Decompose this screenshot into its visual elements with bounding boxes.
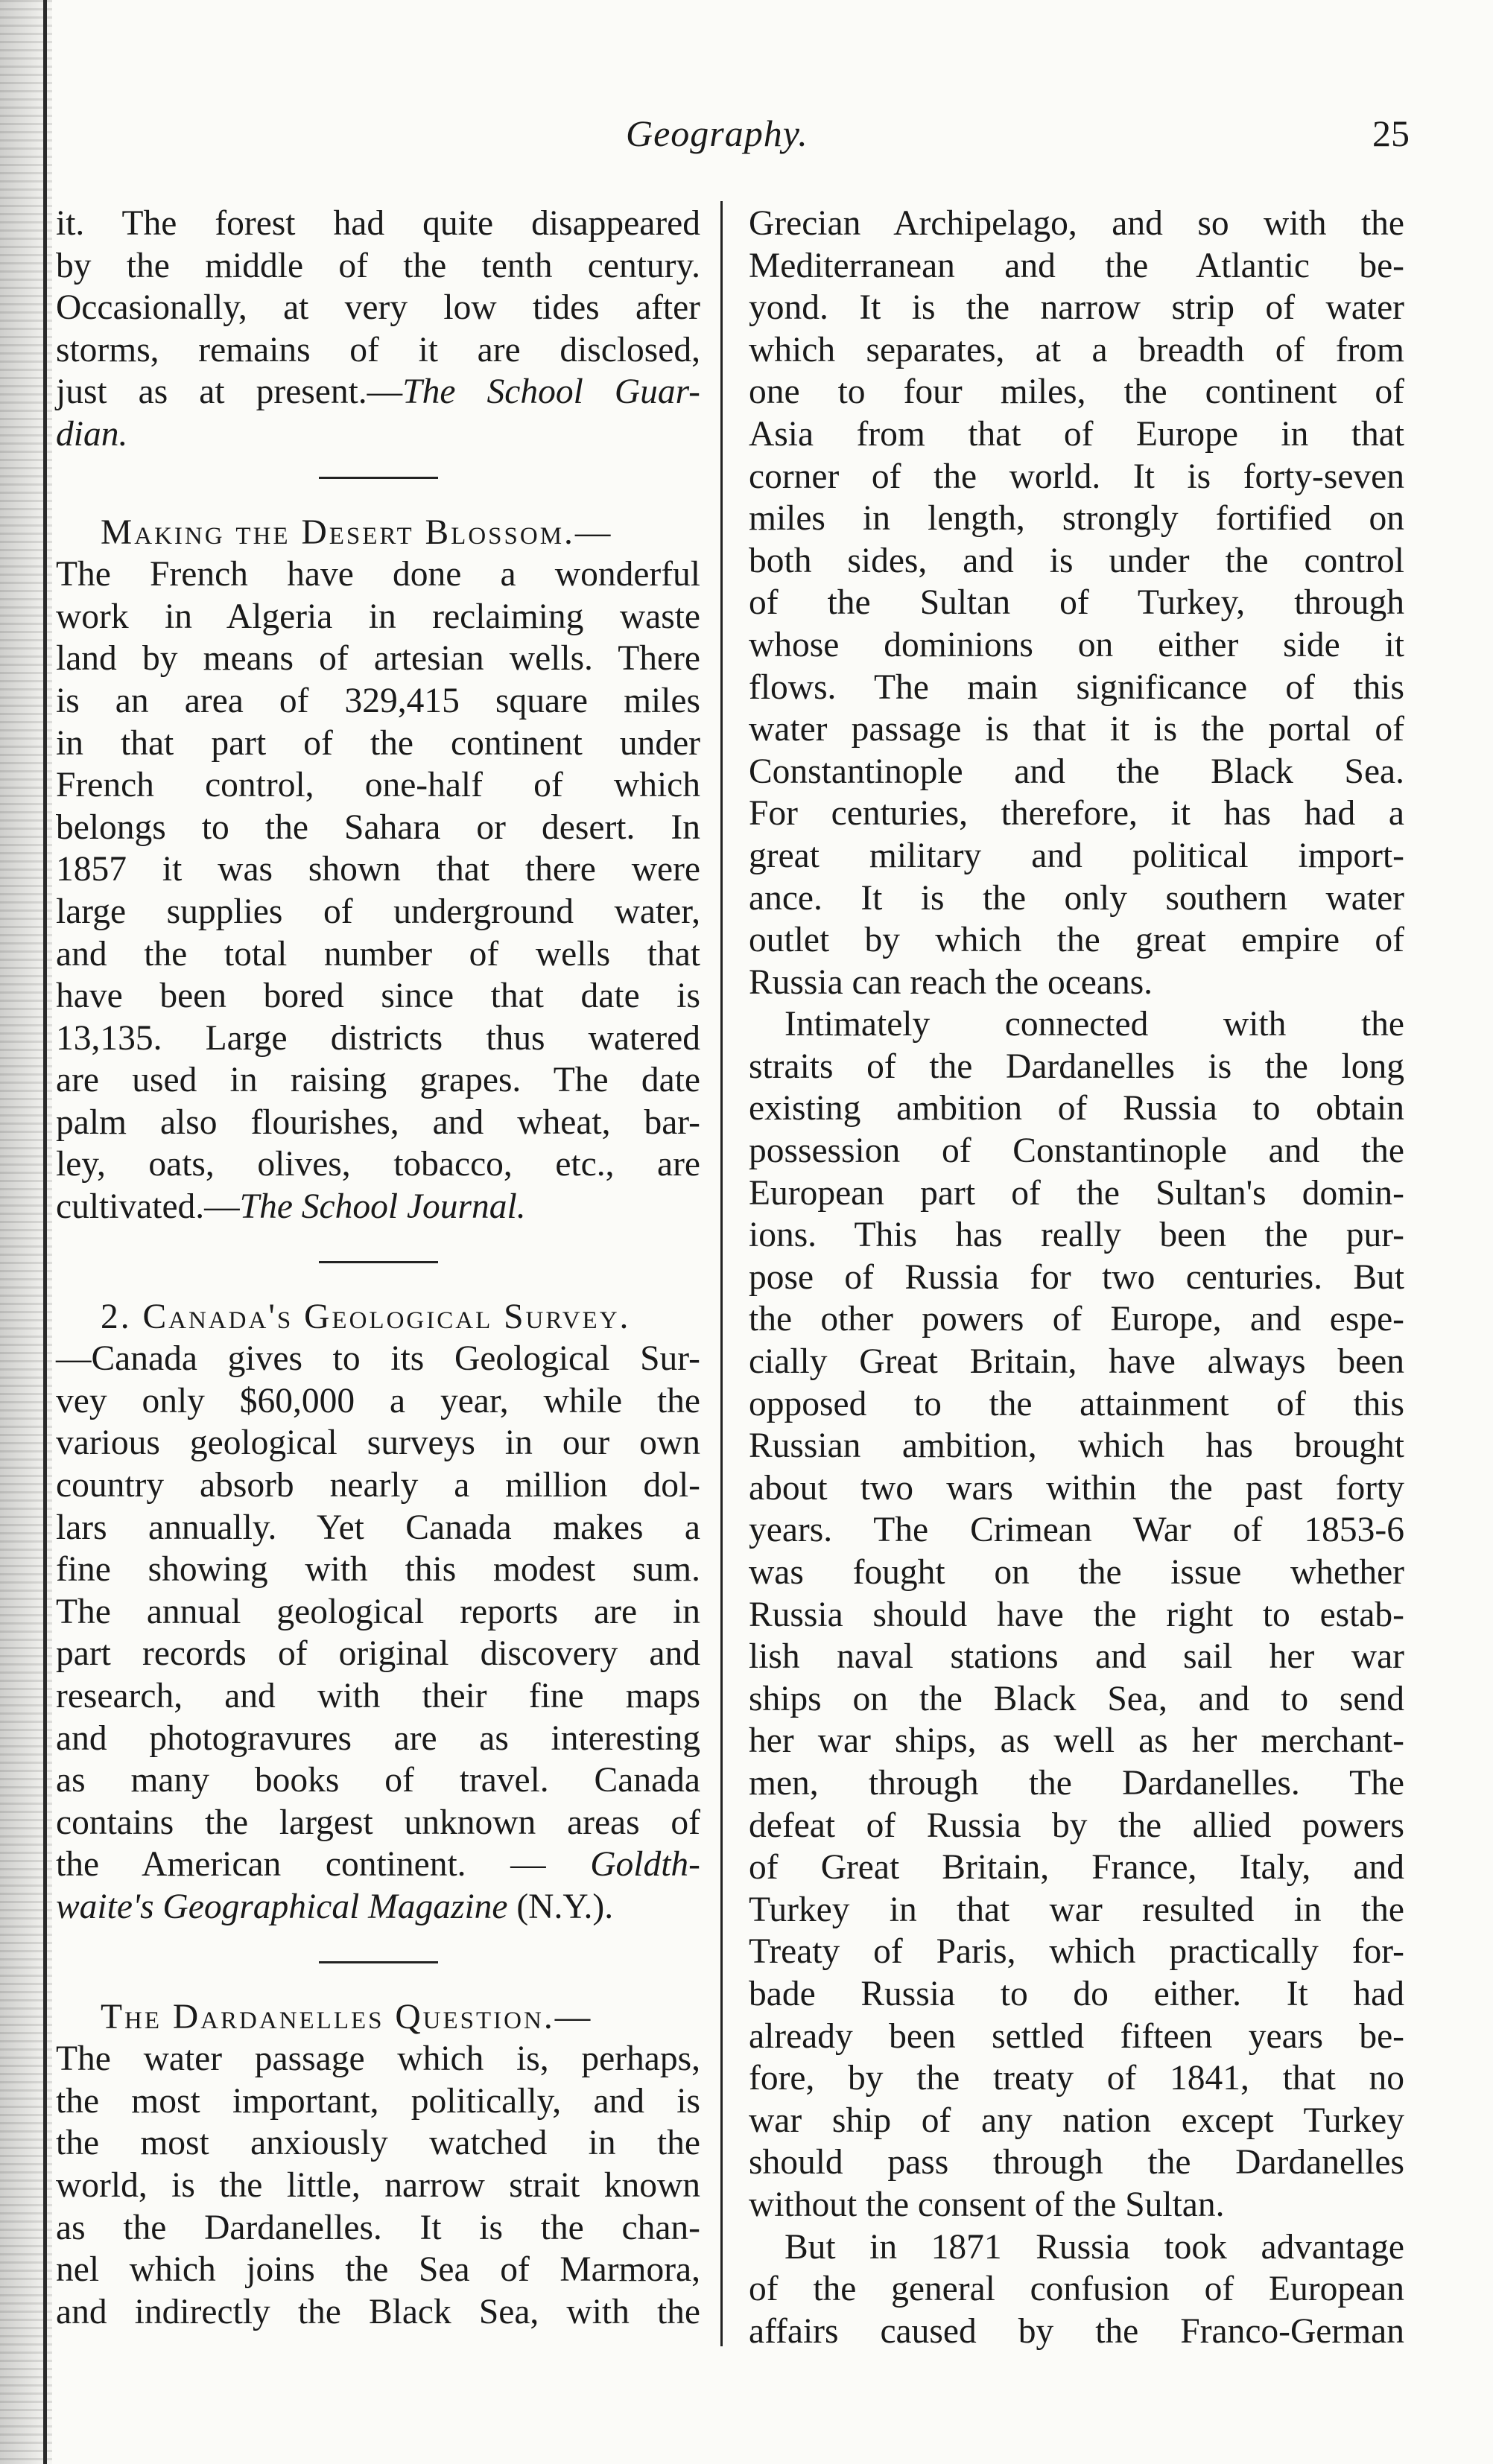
text-line: Intimately connected with the <box>784 1005 1404 1044</box>
text-line: about two wars within the past forty <box>749 1468 1404 1508</box>
text-line: as the Dardanelles. It is the chan- <box>56 2208 700 2247</box>
article-heading-text: Canada's Geological Survey. <box>142 1297 631 1336</box>
text-line: The French have done a wonderful <box>56 555 700 594</box>
source-citation: The School Journal. <box>239 1187 526 1227</box>
running-header-title: Geography. <box>626 112 808 154</box>
source-citation: The School Guar- <box>402 372 700 412</box>
text-line: existing ambition of Russia to obtain <box>749 1089 1404 1128</box>
article-heading: Making the Desert Blossom.— <box>101 512 613 552</box>
text-fragment: cultivated.— <box>56 1187 240 1227</box>
text-line: Russia can reach the oceans. <box>749 962 1153 1002</box>
text-line: miles in length, strongly fortified on <box>749 499 1404 539</box>
text-line: nel which joins the Sea of Marmora, <box>56 2250 700 2290</box>
text-line: by the middle of the tenth century. <box>56 246 700 285</box>
text-line: Asia from that of Europe in that <box>749 414 1404 454</box>
article-number: 2. <box>101 1297 132 1336</box>
source-citation: dian. <box>56 414 128 454</box>
text-line: land by means of artesian wells. There <box>56 639 700 679</box>
text-line: belongs to the Sahara or desert. In <box>56 807 700 847</box>
text-line: fore, by the treaty of 1841, that no <box>749 2059 1404 2098</box>
text-line: one to four miles, the continent of <box>749 372 1404 412</box>
text-line: —Canada gives to its Geological Sur- <box>56 1339 700 1379</box>
text-line: country absorb nearly a million dol- <box>56 1466 700 1505</box>
column-divider <box>720 201 723 2346</box>
text-line: vey only $60,000 a year, while the <box>56 1381 700 1420</box>
text-line: large supplies of underground water, <box>56 892 700 931</box>
text-line: bade Russia to do either. It had <box>749 1974 1404 2013</box>
text-line: and the total number of wells that <box>56 934 700 974</box>
text-line: defeat of Russia by the allied powers <box>749 1806 1404 1845</box>
left-column <box>56 203 700 2333</box>
text-line: ships on the Black Sea, and to send <box>749 1679 1404 1718</box>
text-line: ance. It is the only southern water <box>749 878 1404 918</box>
text-line: 1857 it was shown that there were <box>56 850 700 889</box>
text-line: 13,135. Large districts thus watered <box>56 1018 700 1058</box>
text-line: the other powers of Europe, and espe- <box>749 1300 1404 1339</box>
text-line: Russian ambition, which has brought <box>749 1426 1404 1466</box>
text-line: ions. This has really been the pur- <box>749 1216 1404 1255</box>
text-line <box>56 1886 700 1928</box>
text-line: opposed to the attainment of this <box>749 1384 1404 1423</box>
article-heading <box>56 1296 700 1339</box>
text-line: part records of original discovery and <box>56 1634 700 1674</box>
russia-1871-para <box>749 2226 1404 2353</box>
article-heading: The Dardanelles Question.— <box>101 1997 593 2036</box>
text-line: great military and political import- <box>749 836 1404 875</box>
text-line: and indirectly the Black Sea, with the <box>56 2292 700 2331</box>
text-line: palm also flourishes, and wheat, bar- <box>56 1102 700 1142</box>
text-fragment: just as at present.— <box>56 372 403 412</box>
article-canada-survey <box>56 1296 700 1928</box>
text-line: cially Great Britain, have always been <box>749 1342 1404 1382</box>
text-line: her war ships, as well as her merchant- <box>749 1721 1404 1761</box>
text-line: contains the largest unknown areas of <box>56 1803 700 1842</box>
text-line: are used in raising grapes. The date <box>56 1061 700 1100</box>
forest-article-end <box>56 203 700 456</box>
text-line: Mediterranean and the Atlantic be- <box>749 246 1404 285</box>
text-line: men, through the Dardanelles. The <box>749 1763 1404 1803</box>
text-line: straits of the Dardanelles is the long <box>749 1047 1404 1086</box>
text-line <box>56 1844 700 1886</box>
dardanelles-continued-para <box>749 203 1404 1003</box>
text-line: of Great Britain, France, Italy, and <box>749 1848 1404 1887</box>
text-line: corner of the world. It is forty-seven <box>749 457 1404 496</box>
text-line: pose of Russia for two centuries. But <box>749 1257 1404 1297</box>
text-line: lish naval stations and sail her war <box>749 1637 1404 1677</box>
text-line: already been settled fifteen years be- <box>749 2016 1404 2056</box>
text-line: For centuries, therefore, it has had a <box>749 794 1404 833</box>
text-line: The annual geological reports are in <box>56 1592 700 1631</box>
text-line: But in 1871 Russia took advantage <box>784 2227 1404 2267</box>
text-line: Grecian Archipelago, and so with the <box>749 204 1404 243</box>
text-line: Treaty of Paris, which practically for- <box>749 1932 1404 1972</box>
source-citation: waite's Geographical Magazine <box>56 1887 508 1926</box>
text-line: and photogravures are as interesting <box>56 1718 700 1758</box>
text-line: of the general confusion of European <box>749 2270 1404 2309</box>
text-line: yond. It is the narrow strip of water <box>749 288 1404 328</box>
text-line: European part of the Sultan's domin- <box>749 1173 1404 1213</box>
text-line: Occasionally, at very low tides after <box>56 288 700 328</box>
text-line: work in Algeria in reclaiming waste <box>56 597 700 636</box>
source-citation: Goldth- <box>590 1845 700 1884</box>
text-line: in that part of the continent under <box>56 723 700 763</box>
binding-edge <box>43 0 47 2464</box>
text-line: water passage is that it is the portal of <box>749 710 1404 749</box>
text-line: was fought on the issue whether <box>749 1553 1404 1592</box>
text-line <box>56 1186 700 1228</box>
text-line: research, and with their fine maps <box>56 1677 700 1715</box>
text-line: which separates, at a breadth of from <box>749 330 1404 369</box>
text-line: ley, oats, olives, tobacco, etc., are <box>56 1145 700 1184</box>
article-dardanelles <box>56 1996 700 2334</box>
text-line <box>56 371 700 413</box>
text-line: without the consent of the Sultan. <box>749 2185 1225 2224</box>
text-line: The water passage which is, perhaps, <box>56 2039 700 2079</box>
text-line: it. The forest had quite disappeared <box>56 204 700 243</box>
text-line: as many books of travel. Canada <box>56 1761 700 1800</box>
page-number: 25 <box>1372 112 1410 154</box>
article-desert-blossom <box>56 512 700 1228</box>
text-line: storms, remains of it are disclosed, <box>56 330 700 369</box>
text-line: possession of Constantinople and the <box>749 1131 1404 1171</box>
text-line: French control, one-half of which <box>56 766 700 805</box>
text-fragment: the American continent. — <box>56 1845 591 1884</box>
text-line: outlet by which the great empire of <box>749 921 1404 960</box>
text-line: both sides, and is under the control <box>749 541 1404 580</box>
text-line: whose dominions on either side it <box>749 625 1404 664</box>
text-line: the most important, politically, and is <box>56 2081 700 2121</box>
text-line: should pass through the Dardanelles <box>749 2143 1404 2182</box>
right-column <box>749 203 1404 2352</box>
text-line: world, is the little, narrow strait known <box>56 2165 700 2205</box>
text-line: lars annually. Yet Canada makes a <box>56 1508 700 1547</box>
text-line: fine showing with this modest sum. <box>56 1550 700 1590</box>
text-line: war ship of any nation except Turkey <box>749 2101 1404 2140</box>
text-line: affairs caused by the Franco-German <box>749 2311 1404 2351</box>
text-line: Turkey in that war resulted in the <box>749 1890 1404 1929</box>
text-line: is an area of 329,415 square miles <box>56 681 700 720</box>
text-fragment: (N.Y.). <box>507 1887 614 1926</box>
text-line: flows. The main significance of this <box>749 667 1404 707</box>
text-line: various geological surveys in our own <box>56 1423 700 1463</box>
text-line: years. The Crimean War of 1853-6 <box>749 1511 1404 1550</box>
text-line: of the Sultan of Turkey, through <box>749 583 1404 623</box>
text-line: Constantinople and the Black Sea. <box>749 752 1404 791</box>
russia-ambition-para <box>749 1003 1404 2226</box>
text-line: have been bored since that date is <box>56 977 700 1016</box>
text-line: the most anxiously watched in the <box>56 2124 700 2163</box>
text-line: Russia should have the right to estab- <box>749 1595 1404 1634</box>
